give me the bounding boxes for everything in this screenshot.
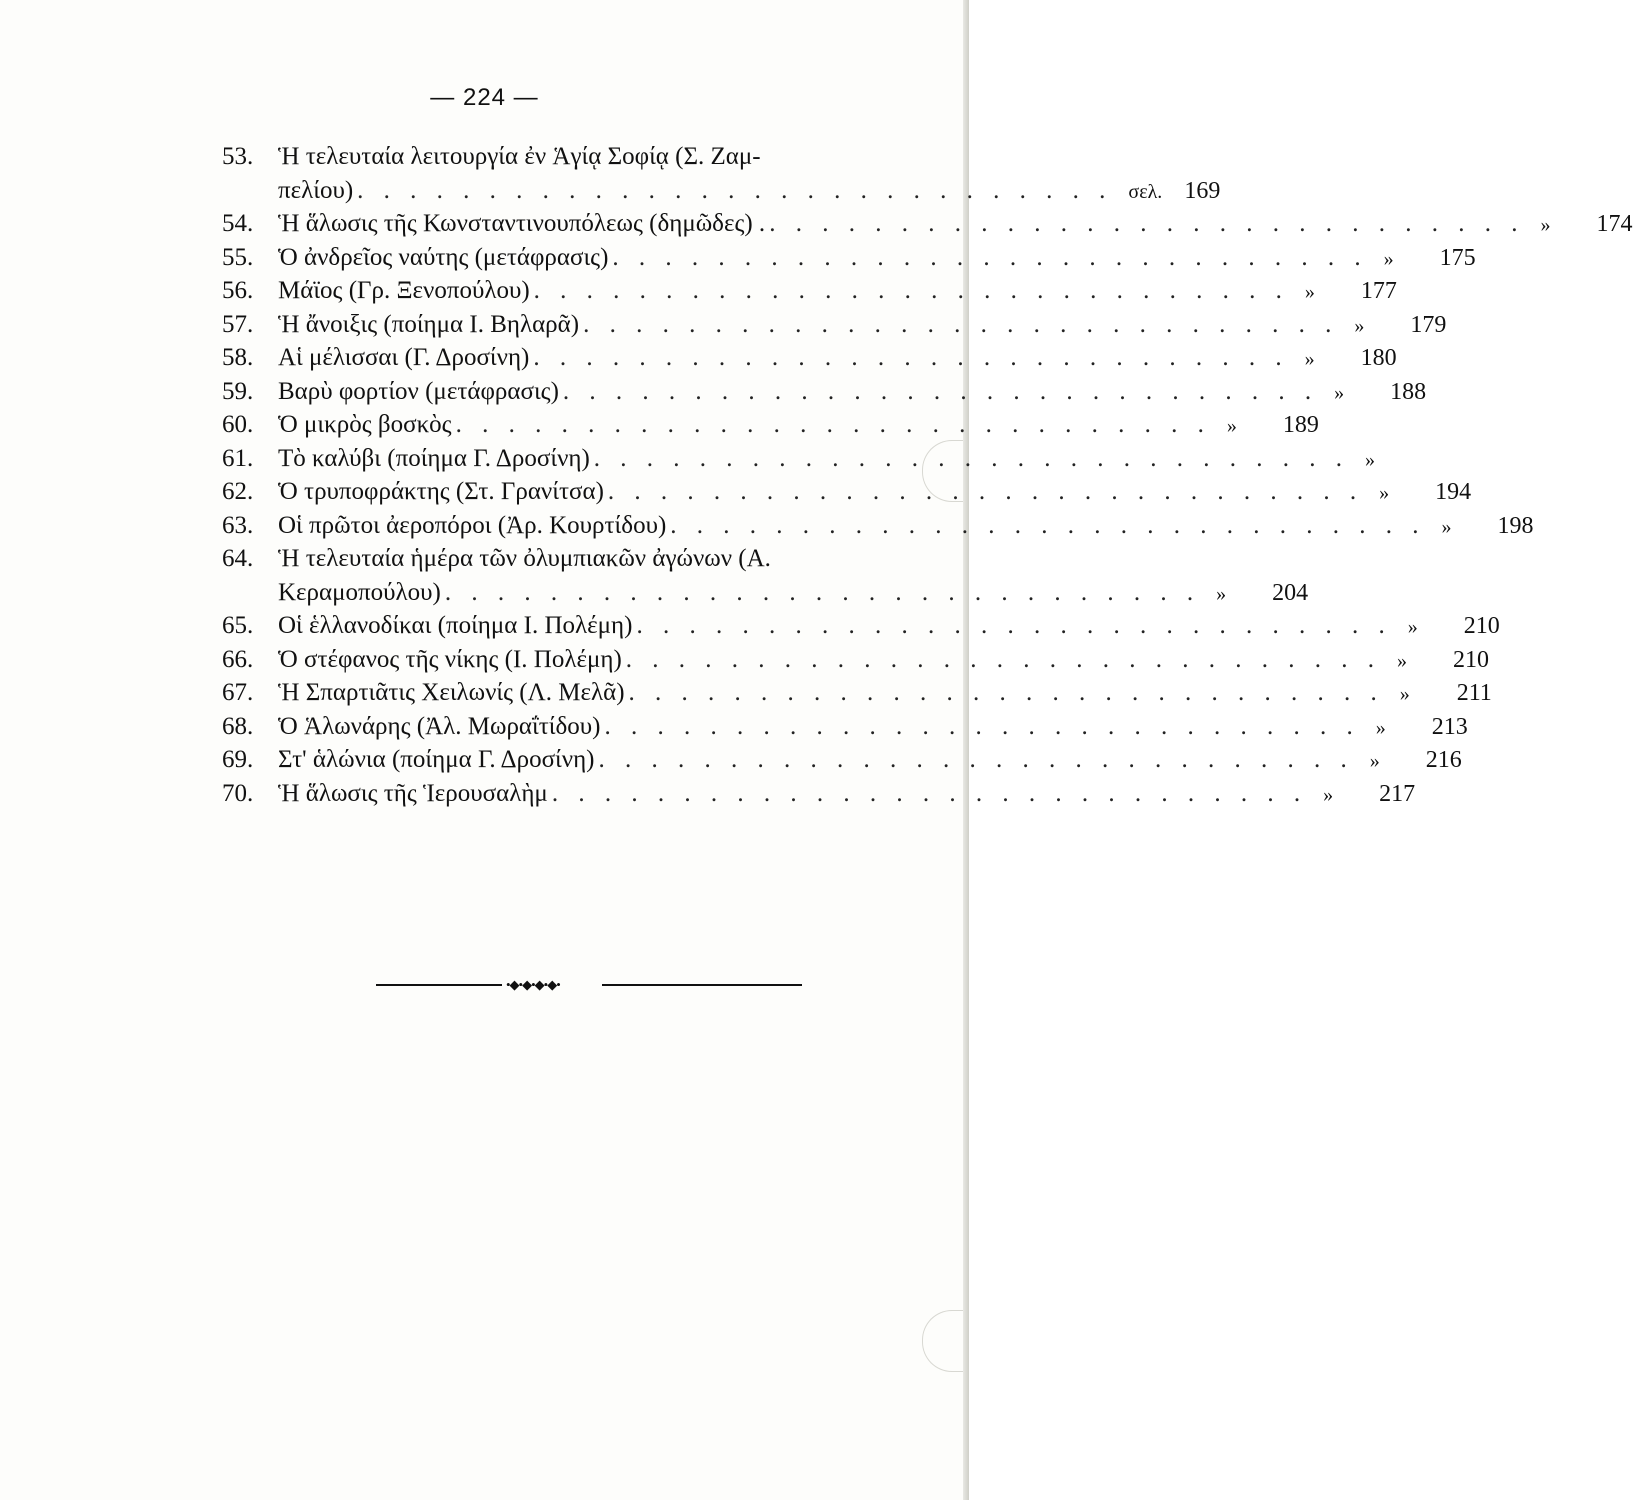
entry-page-number: 213	[1431, 713, 1468, 740]
dot-leader: . . . . . . . . . . . . . . . . . . . . . . . . . . . . .	[607, 478, 1364, 505]
ornamental-divider	[376, 978, 802, 992]
entry-number: 58.	[222, 344, 254, 371]
entry-title: Οἱ πρῶτοι ἀεροπόροι (Ἀρ. Κουρτίδου)	[278, 511, 667, 539]
entry-number: 65.	[222, 612, 254, 639]
page-reference-marker: »	[1323, 783, 1334, 806]
entry-title: Ἡ Σπαρτιᾶτις Χειλωνίς (Λ. Μελᾶ)	[278, 679, 625, 706]
toc-entry	[222, 743, 1462, 777]
toc-entry	[222, 777, 1416, 811]
page-reference-marker: »	[1441, 515, 1452, 538]
entry-number: 54.	[222, 210, 254, 237]
entry-title: Ὁ μικρὸς βοσκὸς	[278, 411, 452, 438]
entry-title: Οἱ ἑλλανοδίκαι (ποίημα Ι. Πολέμη)	[278, 612, 633, 639]
page-reference-marker: »	[1375, 716, 1386, 739]
toc-entry	[222, 710, 1468, 744]
entry-number: 55.	[222, 243, 254, 271]
entry-title: Ὁ τρυποφράκτης (Στ. Γρανίτσα)	[278, 478, 604, 505]
entry-number: 69.	[222, 746, 254, 773]
toc-entry	[222, 509, 1534, 543]
toc-entry	[222, 207, 1633, 241]
toc-entry	[222, 375, 1427, 409]
entry-page-number: 217	[1379, 780, 1416, 807]
page-reference-marker: σελ.	[1128, 180, 1163, 203]
entry-page-number: 210	[1453, 646, 1490, 673]
dot-leader: . . . . . . . . . . . . . . . . . . . . . . . . . . . . .	[769, 210, 1525, 237]
page-reference-marker: »	[1365, 448, 1376, 471]
entry-page-number: 198	[1497, 512, 1534, 539]
toc-entry	[222, 576, 1309, 610]
entry-title: Αἱ μέλισσαι (Γ. Δροσίνη)	[278, 344, 530, 371]
page-reference-marker: »	[1354, 314, 1365, 337]
toc-entry	[222, 475, 1472, 509]
toc-entry	[222, 676, 1492, 710]
page-number: — 224 —	[430, 84, 539, 111]
page-reference-marker: »	[1334, 381, 1345, 404]
dot-leader: . . . . . . . . . . . . . . . . . . . . . . . . . . . . .	[598, 746, 1354, 773]
entry-page-number: 194	[1435, 479, 1472, 505]
entry-title: Ἡ τελευταία ἡμέρα τῶν ὀλυμπιακῶν ἀγώνων (Α.	[278, 545, 771, 572]
entry-title: Στ' ἁλώνια (ποίημα Γ. Δροσίνη)	[278, 746, 595, 773]
dot-leader: . . . . . . . . . . . . . . . . . . . . . . . . . . . . .	[583, 310, 1339, 338]
entry-number: 64.	[222, 545, 254, 572]
dot-leader: . . . . . . . . . . . . . . . . . . . . . . . . . . . . .	[636, 612, 1392, 639]
entry-number: 57.	[222, 310, 254, 338]
page-reference-marker: »	[1226, 415, 1237, 437]
entry-number: 63.	[222, 511, 254, 539]
entry-page-number: 169	[1184, 177, 1221, 204]
entry-page-number: 179	[1410, 311, 1447, 338]
entry-page-number: 211	[1456, 680, 1492, 706]
entry-page-number: 188	[1390, 378, 1427, 405]
toc-entry	[222, 341, 1397, 375]
toc-entry	[222, 308, 1447, 342]
toc-entry	[222, 408, 1319, 442]
page-reference-marker: »	[1379, 482, 1390, 504]
dot-leader: . . . . . . . . . . . . . . . . . . . . . . . . . . . . .	[670, 511, 1426, 539]
page-reference-marker: »	[1369, 750, 1380, 772]
dot-leader: . . . . . . . . . . . . . . . . . . . . . . . . . . . . .	[551, 779, 1308, 807]
entry-title: Ὁ Ἁλωνάρης (Ἀλ. Μωραΐτίδου)	[278, 712, 601, 740]
toc-entry	[222, 643, 1490, 677]
entry-number: 59.	[222, 377, 254, 405]
divider-ornament: •◆•◆•◆•◆•	[506, 977, 560, 992]
entry-title: Ὁ ἀνδρεῖος ναύτης (μετάφρασις)	[278, 243, 609, 271]
entry-title: Ὁ στέφανος τῆς νίκης (Ι. Πολέμη)	[278, 645, 622, 673]
page-reference-marker: »	[1540, 214, 1551, 236]
page-reference-marker: »	[1399, 683, 1410, 705]
entry-page-number: 175	[1439, 244, 1476, 271]
entry-title: Κεραμοπούλου)	[278, 578, 441, 606]
page-reference-marker: »	[1304, 348, 1315, 370]
entry-number: 56.	[222, 277, 254, 304]
page-reference-marker: »	[1397, 649, 1408, 672]
entry-page-number: 189	[1282, 412, 1319, 438]
dot-leader: . . . . . . . . . . . . . . . . . . . . . . . . . . . . .	[604, 712, 1360, 740]
toc-entry	[222, 174, 1221, 208]
page-reference-marker: »	[1383, 247, 1394, 270]
dot-leader: . . . . . . . . . . . . . . . . . . . . . . . . . . . . .	[533, 344, 1289, 371]
toc-entry	[222, 609, 1500, 643]
entry-number: 61.	[222, 444, 254, 472]
entry-page-number: 180	[1360, 345, 1397, 371]
entry-number: 70.	[222, 779, 254, 807]
entry-page-number: 216	[1425, 747, 1462, 773]
entry-page-number: 177	[1360, 278, 1397, 304]
entry-title: Τὸ καλύβι (ποίημα Γ. Δροσίνη)	[278, 444, 590, 472]
dot-leader: . . . . . . . . . . . . . . . . . . . . . . . . . . . . .	[533, 277, 1289, 304]
entry-number: 60.	[222, 411, 254, 438]
toc-entry	[222, 542, 964, 576]
entry-page-number: 204	[1272, 579, 1309, 606]
dot-leader: . . . . . . . . . . . . . . . . . . . . . . . . . . . . .	[628, 679, 1384, 706]
entry-number: 67.	[222, 679, 254, 706]
entry-title: Ἡ ἅλωσις τῆς Ἱερουσαλὴμ	[278, 779, 548, 807]
entry-title: πελίου)	[278, 176, 354, 204]
page-reference-marker: »	[1407, 616, 1418, 638]
divider-rule-left	[376, 984, 502, 986]
entry-title: Ἡ ἅλωσις τῆς Κωνσταντινουπόλεως (δημῶδες) .	[278, 210, 766, 237]
entry-number: 53.	[222, 143, 254, 170]
dot-leader: . . . . . . . . . . . . . . . . . . . . . . . . . . . . .	[444, 578, 1201, 606]
dot-leader: . . . . . . . . . . . . . . . . . . . . . . . . . . . . .	[593, 444, 1350, 472]
entry-title: Ἡ τελευταία λειτουργία ἐν Ἁγίᾳ Σοφίᾳ (Σ. Ζαμ-	[278, 143, 761, 170]
page-reference-marker: »	[1216, 582, 1227, 605]
divider-rule-right	[602, 984, 802, 986]
toc-entry	[222, 140, 964, 174]
dot-leader: . . . . . . . . . . . . . . . . . . . . . . . . . . . . .	[625, 645, 1382, 673]
entry-number: 68.	[222, 712, 254, 740]
entry-title: Μάϊος (Γρ. Ξενοπούλου)	[278, 277, 530, 304]
toc-entry	[222, 241, 1476, 275]
table-of-contents	[222, 140, 1633, 810]
dot-leader: . . . . . . . . . . . . . . . . . . . . . . . . . . . . .	[562, 377, 1319, 405]
entry-number: 66.	[222, 645, 254, 673]
entry-title: Βαρὺ φορτίον (μετάφρασις)	[278, 377, 559, 405]
dot-leader: . . . . . . . . . . . . . . . . . . . . . . . . . . . . .	[357, 176, 1113, 204]
entry-page-number: 174	[1596, 211, 1633, 237]
dot-leader: . . . . . . . . . . . . . . . . . . . . . . . . . . . . .	[612, 243, 1368, 271]
entry-page-number: 210	[1463, 613, 1500, 639]
dot-leader: . . . . . . . . . . . . . . . . . . . . . . . . . . . . .	[455, 411, 1211, 438]
toc-entry	[222, 442, 1376, 476]
page-reference-marker: »	[1304, 281, 1315, 303]
entry-title: Ἡ ἄνοιξις (ποίημα Ι. Βηλαρᾶ)	[278, 310, 580, 338]
toc-entry	[222, 274, 1397, 308]
entry-number: 62.	[222, 478, 254, 505]
